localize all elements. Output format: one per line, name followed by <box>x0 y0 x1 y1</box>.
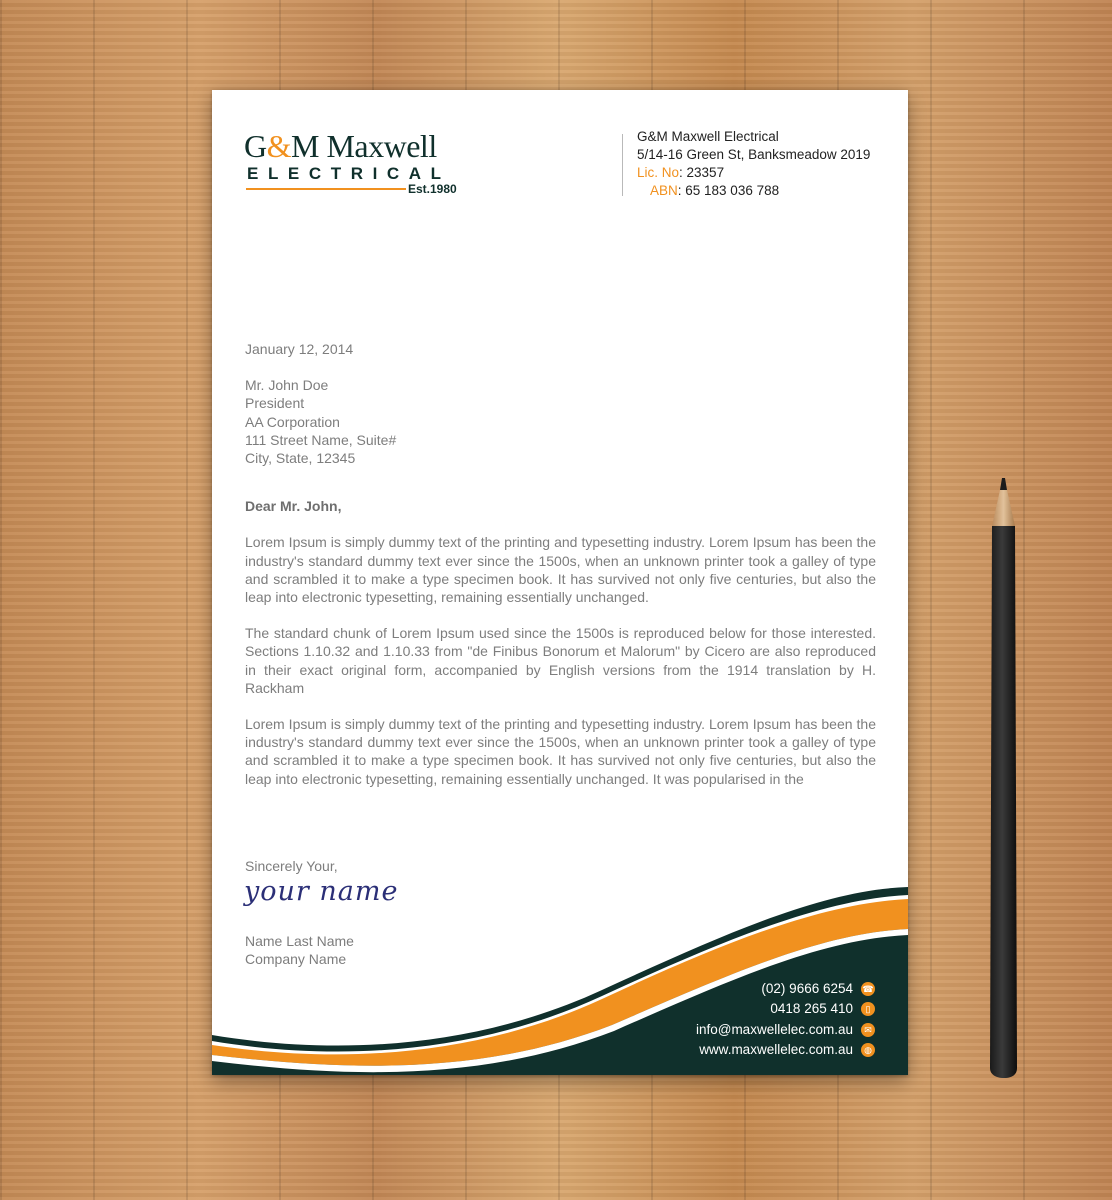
logo-wordmark: G&M Maxwell <box>244 128 437 164</box>
email-address: info@maxwellelec.com.au <box>695 1021 853 1037</box>
contact-website <box>696 1040 875 1060</box>
recipient-line: 111 Street Name, Suite# <box>245 431 397 448</box>
signer-name: Name Last Name <box>245 933 354 949</box>
pencil <box>984 478 1024 1078</box>
logo-ampersand: & <box>266 128 291 164</box>
license-value: : 23357 <box>679 165 725 180</box>
letter-date: January 12, 2014 <box>245 341 354 357</box>
header-company-name: G&M Maxwell Electrical <box>637 129 779 144</box>
phone-icon: ☎ <box>862 984 874 995</box>
logo-subtitle: ELECTRICAL <box>247 164 451 183</box>
logo-established: Est.1980 <box>408 182 457 196</box>
header-contact-block <box>637 128 870 200</box>
body-paragraph: Lorem Ipsum is simply dummy text of the printing and typesetting industry. Lorem Ipsum has been the industry's standard dummy text ever since the 1500s, when an unknown printer took a galley of type and scrambled it to make a type specimen book. It has survived not only five centuries, but also the leap into electronic typesetting, remaining essentially unchanged. <box>245 534 876 606</box>
recipient-address <box>245 376 876 467</box>
letter-body <box>245 340 876 788</box>
header-address: 5/14-16 Green St, Banksmeadow 2019 <box>637 147 871 162</box>
contact-mobile <box>696 999 875 1019</box>
license-label: Lic. No <box>637 165 680 180</box>
recipient-line: President <box>245 395 305 412</box>
body-paragraph: Lorem Ipsum is simply dummy text of the printing and typesetting industry. Lorem Ipsum has been the industry's standard dummy text ever since the 1500s, when an unknown printer took a galley of type and scrambled it to make a type specimen book. It has survived not only five centuries, but also the leap into electronic typesetting, remaining essentially unchanged. It was popularised in the <box>245 716 876 787</box>
signer-company: Company Name <box>245 951 347 968</box>
mobile-icon: ▯ <box>861 1002 875 1016</box>
footer-contacts <box>696 979 875 1060</box>
recipient-line: AA Corporation <box>245 413 340 430</box>
salutation: Dear Mr. John, <box>245 498 342 515</box>
pencil-lead <box>1000 478 1007 490</box>
letterhead-page <box>212 90 908 1075</box>
pencil-wood-tip <box>992 490 1015 526</box>
abn-label: ABN <box>650 183 678 198</box>
closing-line: Sincerely Your, <box>245 858 338 874</box>
mobile-number: 0418 265 410 <box>770 1001 853 1017</box>
contact-phone <box>696 979 875 999</box>
signature: your name <box>244 876 399 907</box>
header-abn <box>637 182 870 200</box>
logo-underline <box>246 188 406 190</box>
recipient-line: City, State, 12345 <box>245 450 356 467</box>
website-address: www.maxwellelec.com.au <box>699 1041 853 1057</box>
pencil-body <box>990 526 1017 1078</box>
globe-icon: ◍ <box>861 1043 875 1057</box>
recipient-line: Mr. John Doe <box>245 377 329 394</box>
mail-icon: ✉ <box>861 1023 875 1037</box>
body-paragraph: The standard chunk of Lorem Ipsum used since the 1500s is reproduced below for those interested. Sections 1.10.32 and 1.10.33 from "de Finibus Bonorum et Malorum" by Cicero are also reproduced in their exact original form, accompanied by English versions from the 1914 translation by H. Rackham <box>245 625 876 696</box>
header-license <box>637 164 870 182</box>
abn-value: : 65 183 036 788 <box>677 183 780 198</box>
header-divider <box>622 134 623 196</box>
contact-email <box>696 1020 875 1040</box>
company-logo <box>244 128 469 198</box>
phone-number: (02) 9666 6254 <box>761 981 853 996</box>
